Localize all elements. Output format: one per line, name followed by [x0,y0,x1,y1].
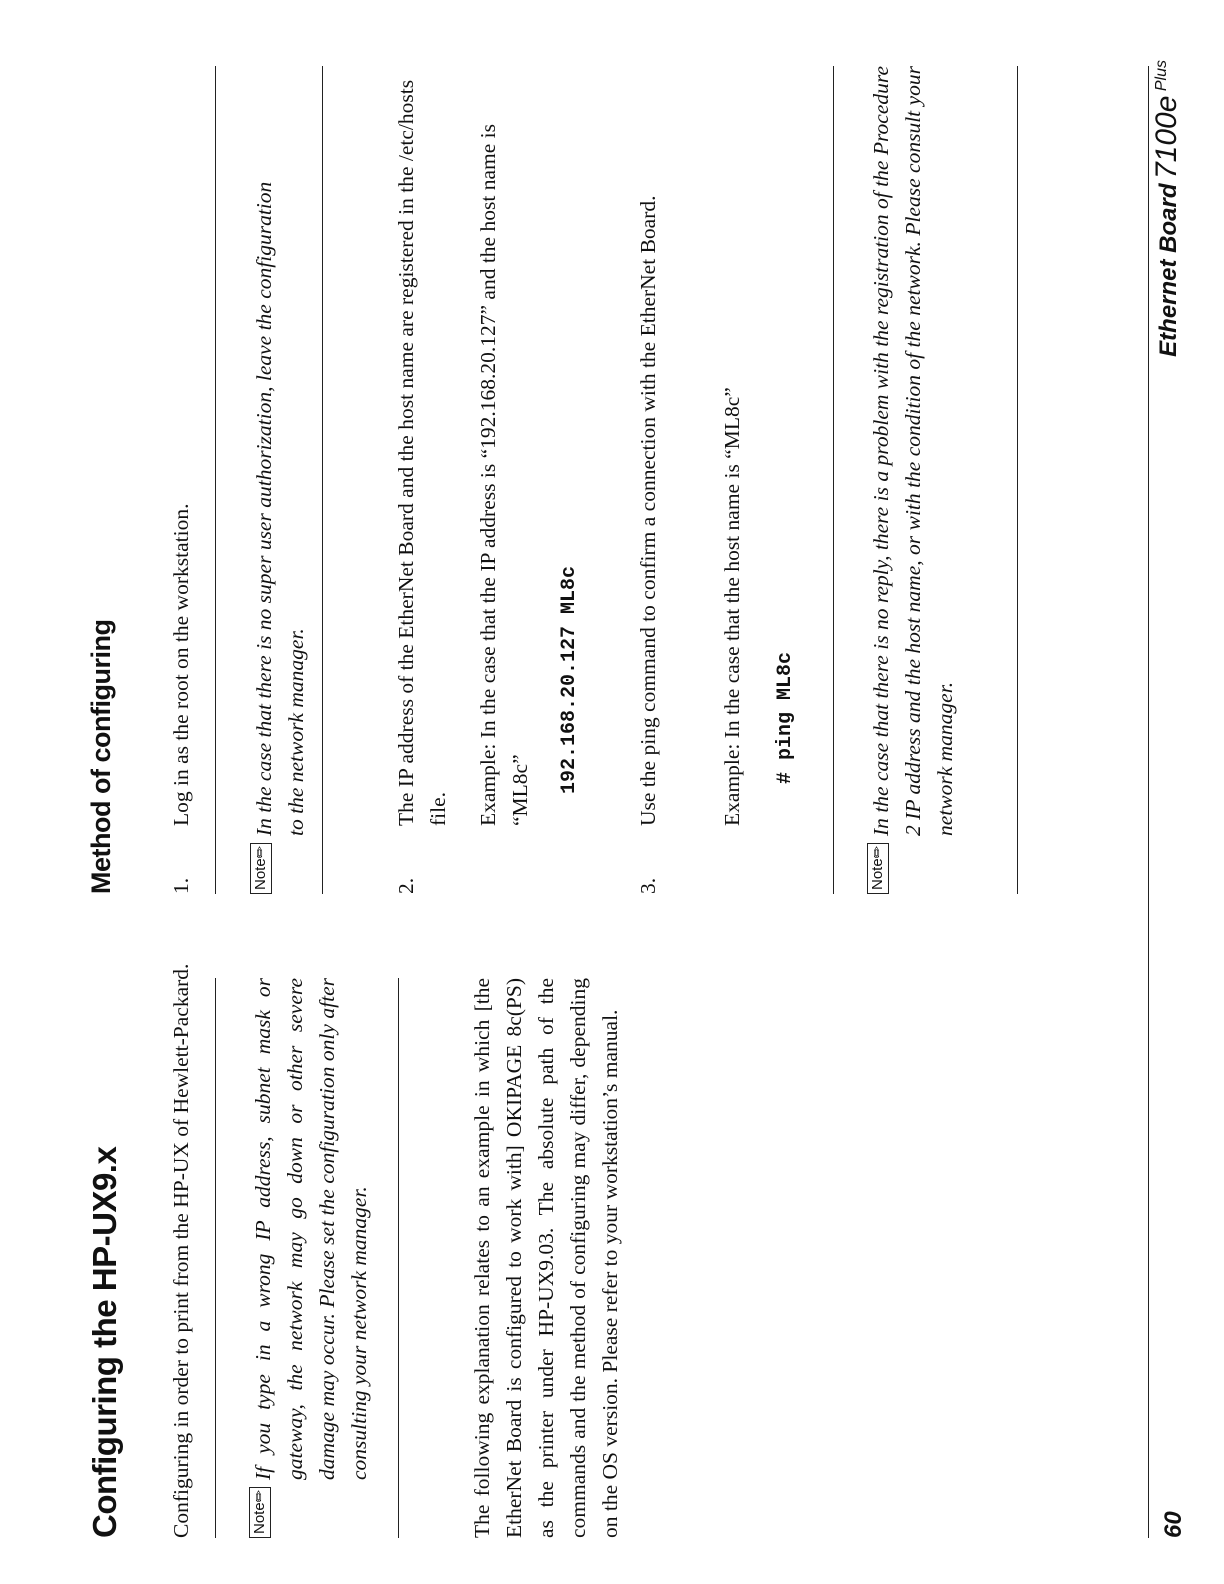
intro-text: Configuring in order to print from the HP-UX of Hewlett-Packard. [169,963,193,1538]
footer-divider [1148,66,1149,1538]
note-icon: Note✏ [249,1487,271,1538]
divider [398,978,399,1538]
hosts-entry-code: 192.168.20.127 ML8c [558,565,581,794]
divider [833,66,834,894]
brand-model: 7100e [1150,95,1183,180]
step-example: Example: In the case that the IP address is “192.168.20.127” and the host name is “ML8c” [476,124,532,826]
step-text: The IP address of the EtherNet Board and the host name are registered in the /etc/hosts file. [394,79,450,826]
divider [1017,66,1018,894]
step-number: 1. [169,877,193,894]
authorization-note [248,174,318,894]
section-title: Method of configuring [86,619,116,894]
ping-command-code: # ping ML8c [774,651,797,784]
divider [215,66,216,894]
note-text: In the case that there is no reply, there is a problem with the registration of the Procedure 2 IP address and the host name, or with the condition of the network. Please consult your network manager. [869,66,957,836]
step-example: Example: In the case that the host name is “ML8c” [720,387,744,826]
brand-name: Ethernet Board [1155,183,1182,357]
divider [322,66,323,894]
brand-plus: Plus [1153,60,1170,92]
note-text: If you type in a wrong IP address, subnet mask or gateway, the network may go down or other severe damage may occur. Please set the configuration only after consulting your network manager. [251,978,371,1480]
page-number: 60 [1160,1511,1187,1538]
note-text: In the case that there is no super user authorization, leave the configuration to the network manager. [252,181,308,836]
step-number: 2. [394,877,418,894]
step-text: Use the ping command to confirm a connection with the EtherNet Board. [636,195,660,826]
step-number: 3. [636,877,660,894]
explanation-text: The following explanation relates to an example in which [the EtherNet Board is configured to work with] OKIPAGE 8c(PS) as the printer under HP-UX9.03. The absolute path of the commands and the method of configuring may differ, depending on the OS version. Please refer to your workstation’s manual. [470,978,622,1538]
product-name [1150,60,1184,357]
page-title: Configuring the HP-UX9.x [86,1146,123,1538]
step-text: Log in as the root on the workstation. [169,503,193,826]
warning-note [247,978,387,1538]
note-icon: Note✏ [250,843,272,894]
divider [215,978,216,1538]
note-icon: Note✏ [867,843,889,894]
no-reply-note [865,66,1005,894]
